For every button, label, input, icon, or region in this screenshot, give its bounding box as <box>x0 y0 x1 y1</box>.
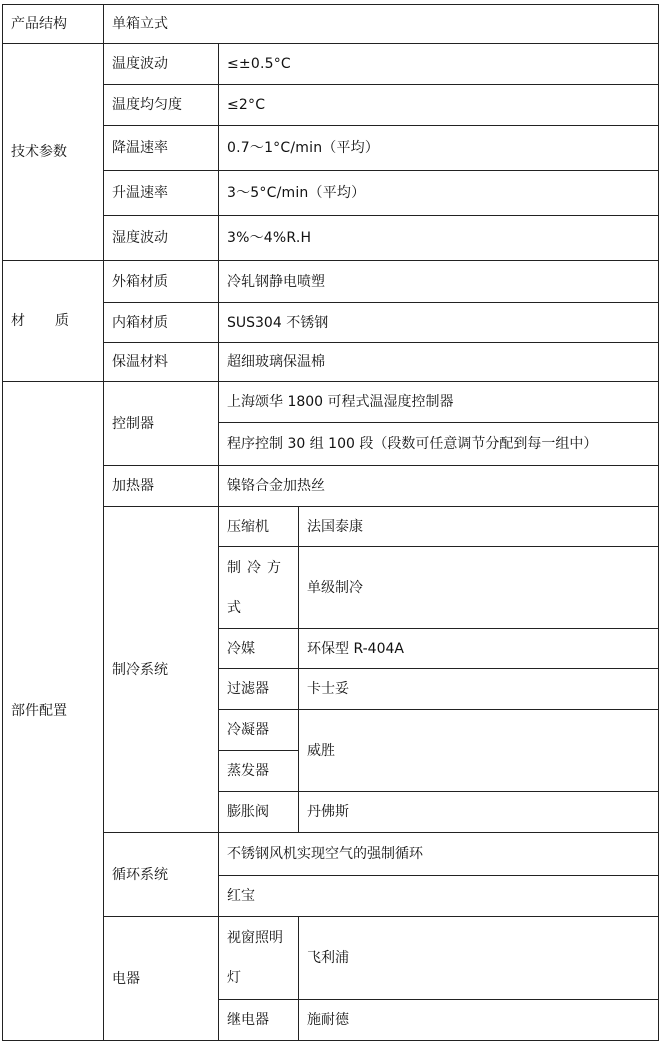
param-label: 降温速率 <box>104 126 219 171</box>
material-item-value: 超细玻璃保温棉 <box>219 343 659 382</box>
material-item-label: 保温材料 <box>104 343 219 382</box>
compressor-label: 压缩机 <box>219 507 299 547</box>
param-label: 温度均匀度 <box>104 85 219 126</box>
table-row <box>3 382 659 423</box>
controller-value: 程序控制 30 组 100 段（段数可任意调节分配到每一组中） <box>219 423 659 466</box>
controller-value: 上海颂华 1800 可程式温湿度控制器 <box>219 382 659 423</box>
heater-value: 镍铬合金加热丝 <box>219 466 659 507</box>
cooling-label: 制冷系统 <box>104 507 219 833</box>
lamp-value: 飞利浦 <box>299 917 659 1000</box>
param-label: 湿度波动 <box>104 216 219 261</box>
table-row <box>3 261 659 303</box>
filter-label: 过滤器 <box>219 669 299 710</box>
material-item-label: 外箱材质 <box>104 261 219 303</box>
spec-table <box>2 4 659 1041</box>
table-row <box>3 5 659 44</box>
relay-label: 继电器 <box>219 1000 299 1041</box>
product-structure-label: 产品结构 <box>3 5 104 44</box>
electrical-label: 电器 <box>104 917 219 1041</box>
material-item-label: 内箱材质 <box>104 303 219 343</box>
material-label <box>3 261 104 382</box>
material-item-value: SUS304 不锈钢 <box>219 303 659 343</box>
compressor-value: 法国泰康 <box>299 507 659 547</box>
circulation-value: 不锈钢风机实现空气的强制循环 <box>219 833 659 876</box>
relay-value: 施耐德 <box>299 1000 659 1041</box>
controller-label: 控制器 <box>104 382 219 466</box>
cooling-method-value: 单级制冷 <box>299 547 659 629</box>
heater-label: 加热器 <box>104 466 219 507</box>
param-label: 升温速率 <box>104 171 219 216</box>
evaporator-label: 蒸发器 <box>219 751 299 792</box>
param-value: 0.7～1°C/min（平均） <box>219 126 659 171</box>
tech-params-label: 技术参数 <box>3 44 104 261</box>
filter-value: 卡士妥 <box>299 669 659 710</box>
material-label-char-2: 质 <box>55 313 69 329</box>
circulation-label: 循环系统 <box>104 833 219 917</box>
param-label: 温度波动 <box>104 44 219 85</box>
components-label: 部件配置 <box>3 382 104 1041</box>
param-value: ≤2°C <box>219 85 659 126</box>
refrigerant-label: 冷媒 <box>219 629 299 669</box>
param-value: 3%～4%R.H <box>219 216 659 261</box>
product-structure-value: 单箱立式 <box>104 5 659 44</box>
cond-evap-value: 威胜 <box>299 710 659 792</box>
material-label-char-1: 材 <box>11 313 25 329</box>
expansion-valve-label: 膨胀阀 <box>219 792 299 833</box>
lamp-label: 视窗照明灯 <box>219 917 299 1000</box>
condenser-label: 冷凝器 <box>219 710 299 751</box>
material-item-value: 冷轧钢静电喷塑 <box>219 261 659 303</box>
table-row <box>3 44 659 85</box>
cooling-method-label: 制冷方式 <box>219 547 299 629</box>
param-value: ≤±0.5°C <box>219 44 659 85</box>
refrigerant-value: 环保型 R-404A <box>299 629 659 669</box>
param-value: 3～5°C/min（平均） <box>219 171 659 216</box>
expansion-valve-value: 丹佛斯 <box>299 792 659 833</box>
circulation-value: 红宝 <box>219 876 659 917</box>
